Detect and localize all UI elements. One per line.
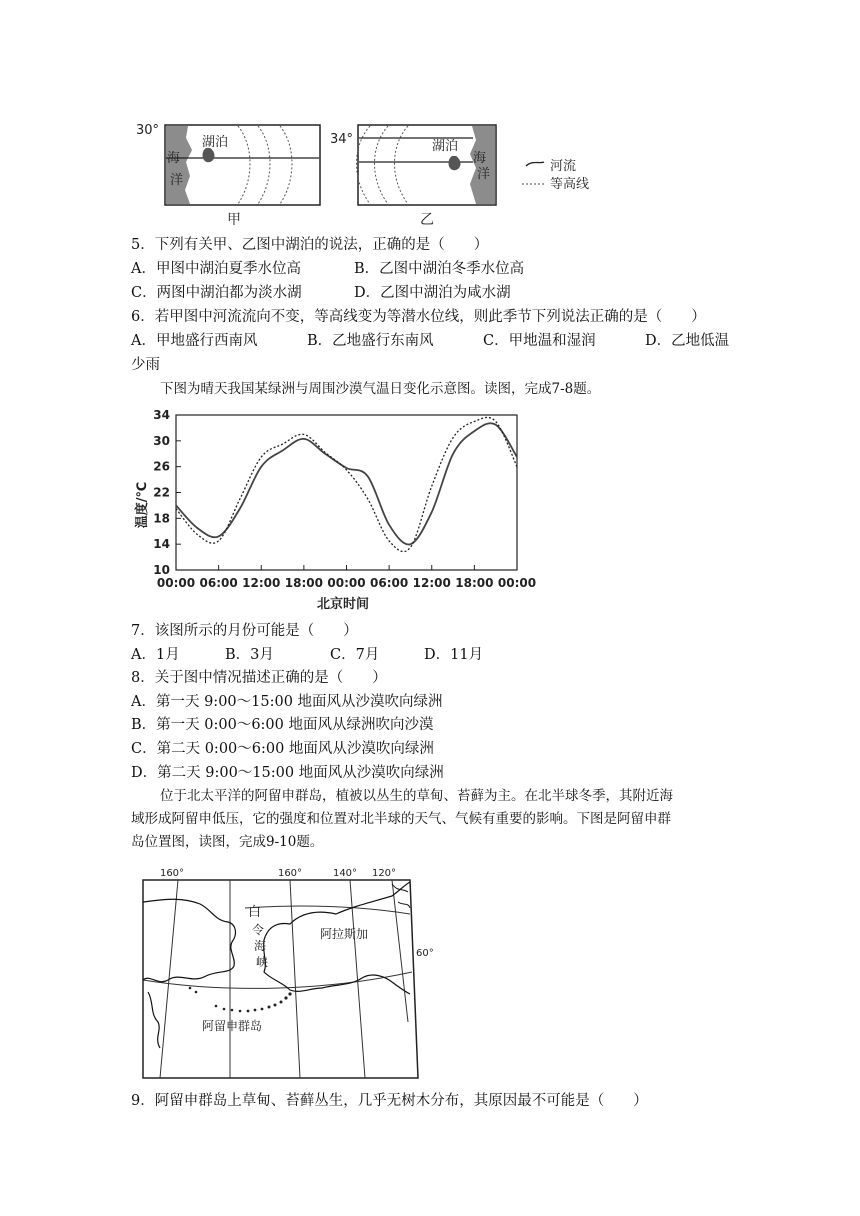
temperature-chart	[128, 405, 537, 615]
ocean-label-yi-1: 海	[473, 151, 487, 166]
chart-x-axis-label: 北京时间	[316, 597, 370, 612]
chart-y-tick-label: 14	[153, 537, 170, 552]
chart-x-tick-label: 12:00	[242, 576, 281, 590]
chart-y-tick-label: 34	[153, 408, 170, 422]
chart-y-tick-label: 26	[153, 459, 170, 474]
q6-option-d-continued: 少雨	[131, 357, 160, 373]
q7-option-a[interactable]: A．1月	[131, 647, 180, 663]
figure-jia	[136, 123, 320, 228]
intro-7-8: 下图为晴天我国某绿洲与周围沙漠气温日变化示意图。读图，完成7-8题。	[160, 381, 601, 397]
lake-contour-figure	[130, 118, 630, 230]
q8-option-b[interactable]: B．第一天 0:00～6:00 地面风从绿洲吹向沙漠	[131, 717, 434, 733]
strait-label-4: 峡	[256, 955, 269, 969]
caption-yi: 乙	[420, 212, 434, 228]
q5-option-d[interactable]: D．乙图中湖泊为咸水湖	[354, 285, 511, 301]
chart-y-tick-label: 18	[153, 511, 170, 526]
intro-9-10-line3: 岛位置图，读图，完成9-10题。	[131, 834, 324, 850]
chart-x-tick-label: 00:00	[497, 576, 537, 590]
q8-option-d[interactable]: D．第二天 9:00～15:00 地面风从沙漠吹向绿洲	[131, 765, 444, 781]
caption-jia: 甲	[227, 212, 241, 228]
lon-label-160: 160°	[277, 868, 303, 879]
q6-option-c[interactable]: C．甲地温和湿润	[483, 333, 596, 349]
q6-stem: 6．若甲图中河流流向不变，等高线变为等潜水位线，则此季节下列说法正确的是（ ）	[131, 309, 706, 325]
chart-x-tick-label: 06:00	[199, 576, 238, 590]
q7-option-d[interactable]: D．11月	[424, 647, 484, 663]
lat-label-34: 34°	[330, 132, 354, 147]
q9-stem: 9．阿留申群岛上草甸、苔藓丛生，几乎无树木分布，其原因最不可能是（ ）	[131, 1093, 648, 1109]
legend-contour-label: 等高线	[550, 177, 590, 192]
chart-x-tick-label: 00:00	[327, 576, 366, 590]
lon-label-120: 120°	[371, 868, 397, 879]
lake-label-jia: 湖泊	[202, 135, 229, 150]
aleutian-label: 阿留申群岛	[202, 1019, 263, 1033]
lat-label-60: 60°	[416, 948, 434, 959]
q8-option-a[interactable]: A．第一天 9:00～15:00 地面风从沙漠吹向绿洲	[131, 694, 443, 710]
ocean-label-jia-2: 洋	[170, 173, 184, 188]
legend-river-symbol	[526, 162, 544, 166]
lake-label-yi: 湖泊	[432, 139, 459, 154]
intro-9-10-line1: 位于北太平洋的阿留申群岛，植被以丛生的草甸、苔藓为主。在北半球冬季，其附近海	[160, 788, 673, 804]
chart-x-tick-label: 18:00	[455, 576, 494, 590]
alaska-label: 阿拉斯加	[320, 927, 369, 941]
figure-yi	[330, 125, 496, 228]
q7-stem: 7．该图所示的月份可能是（ ）	[131, 623, 358, 639]
ocean-label-jia-1: 海	[167, 151, 181, 166]
q7-option-b[interactable]: B．3月	[225, 647, 274, 663]
q6-option-a[interactable]: A．甲地盛行西南风	[131, 333, 258, 349]
lon-label-160-left: 160°	[159, 868, 185, 879]
q5-option-c[interactable]: C．两图中湖泊都为淡水湖	[131, 285, 302, 301]
chart-x-tick-label: 00:00	[156, 576, 196, 590]
strait-label-1: 白	[248, 905, 262, 920]
q5-option-b[interactable]: B．乙图中湖泊冬季水位高	[354, 261, 525, 277]
q6-option-b[interactable]: B．乙地盛行东南风	[307, 333, 434, 349]
legend-river-label: 河流	[550, 159, 577, 174]
strait-label-2: 令	[252, 923, 265, 937]
chart-series-line-1	[176, 423, 517, 544]
chart-x-tick-label: 12:00	[412, 576, 451, 590]
q8-option-c[interactable]: C．第二天 0:00～6:00 地面风从沙漠吹向绿洲	[131, 741, 434, 757]
strait-label-3: 海	[254, 939, 267, 953]
chart-x-tick-label: 06:00	[370, 576, 409, 590]
ocean-label-yi-2: 洋	[477, 167, 491, 182]
figure1-legend	[522, 158, 589, 192]
chart-y-axis-label: 温度/℃	[135, 481, 150, 529]
intro-9-10-line2: 域形成阿留申低压，它的强度和位置对北半球的天气、气候有重要的影响。下图是阿留申群	[131, 811, 671, 827]
q7-option-c[interactable]: C．7月	[330, 647, 380, 663]
q6-option-d[interactable]: D．乙地低温	[645, 333, 730, 349]
aleutian-location-map	[140, 862, 440, 1082]
lon-label-140: 140°	[332, 868, 358, 879]
q5-stem: 5．下列有关甲、乙图中湖泊的说法，正确的是（ ）	[131, 237, 489, 253]
q8-stem: 8．关于图中情况描述正确的是（ ）	[131, 670, 387, 686]
lat-label-30: 30°	[136, 123, 160, 138]
q5-option-a[interactable]: A．甲图中湖泊夏季水位高	[131, 261, 301, 277]
chart-y-tick-label: 10	[153, 563, 170, 577]
chart-y-tick-label: 22	[153, 485, 170, 500]
chart-y-tick-label: 30	[153, 433, 170, 448]
chart-x-tick-label: 18:00	[284, 576, 323, 590]
